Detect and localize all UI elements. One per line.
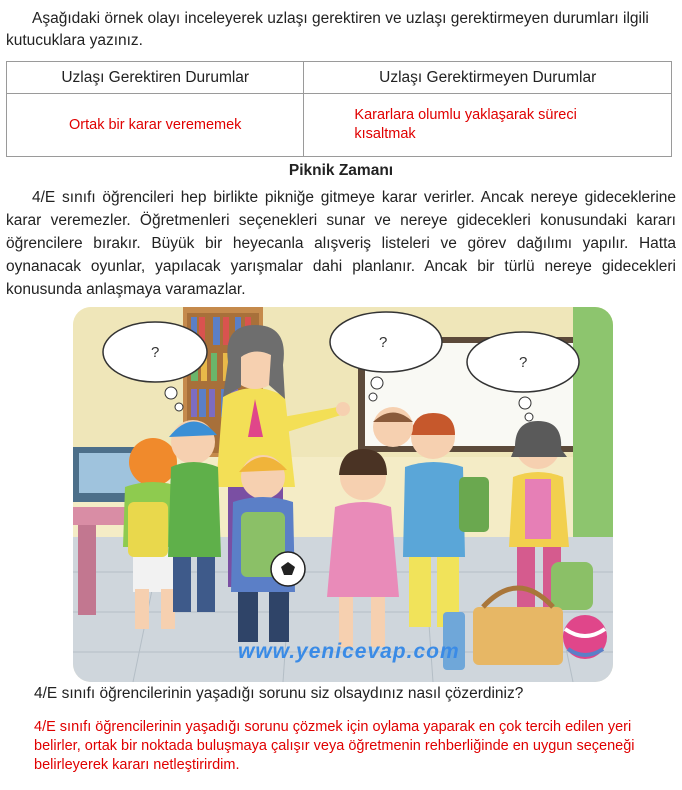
answer-no-consensus: Kararlara olumlu yaklaşarak süreci kısaltmak	[354, 107, 577, 142]
header-requires-consensus: Uzlaşı Gerektiren Durumlar	[7, 62, 304, 94]
answer-requires-consensus: Ortak bir karar verememek	[69, 116, 242, 133]
cell-requires-consensus	[7, 94, 304, 157]
classroom-illustration	[73, 307, 613, 682]
watermark-text: www.yenicevap.com	[238, 640, 460, 663]
story-title: Piknik Zamanı	[288, 162, 394, 179]
bubble-question-3: ?	[519, 354, 528, 371]
bubble-question-1: ?	[151, 344, 160, 361]
story-text: 4/E sınıfı öğrencileri hep birlikte pikniğe gitmeye karar verirler. Ancak nereye gideceklerine karar veremezler. Öğretmenleri seçenekleri sunar ve nereye gidecekleri konusundaki kararı öğrencilere bırakır. Büyük bir heyecanla alışveriş listeleri ve görev dağılımı yapılır. Hatta oynanacak oyunlar, yapılacak yarışmalar dahi planlanır. Ancak bir türlü nereye gidecekleri konusunda anlaşmaya varamazlar.	[6, 189, 676, 298]
question-text: 4/E sınıfı öğrencilerinin yaşadığı sorunu siz olsaydınız nasıl çözerdiniz?	[34, 685, 524, 702]
table-row	[7, 94, 672, 157]
cell-no-consensus	[304, 94, 672, 157]
answer-text: 4/E sınıfı öğrencilerinin yaşadığı sorunu çözmek için oylama yaparak en çok tercih edilen yeri belirler, ortak bir noktada buluşmaya çalışır veya öğretmenin rehberliğinde en uygun seçeneği belirleyerek kararı netleştirirdim.	[34, 719, 635, 773]
instruction-text: Aşağıdaki örnek olayı inceleyerek uzlaşı gerektiren ve uzlaşı gerektirmeyen durumları ilgili kutucuklara yazınız.	[6, 10, 649, 49]
table-header-row	[7, 62, 672, 94]
comparison-table	[6, 61, 672, 157]
bubble-question-2: ?	[379, 334, 388, 351]
header-no-consensus: Uzlaşı Gerektirmeyen Durumlar	[304, 62, 672, 94]
